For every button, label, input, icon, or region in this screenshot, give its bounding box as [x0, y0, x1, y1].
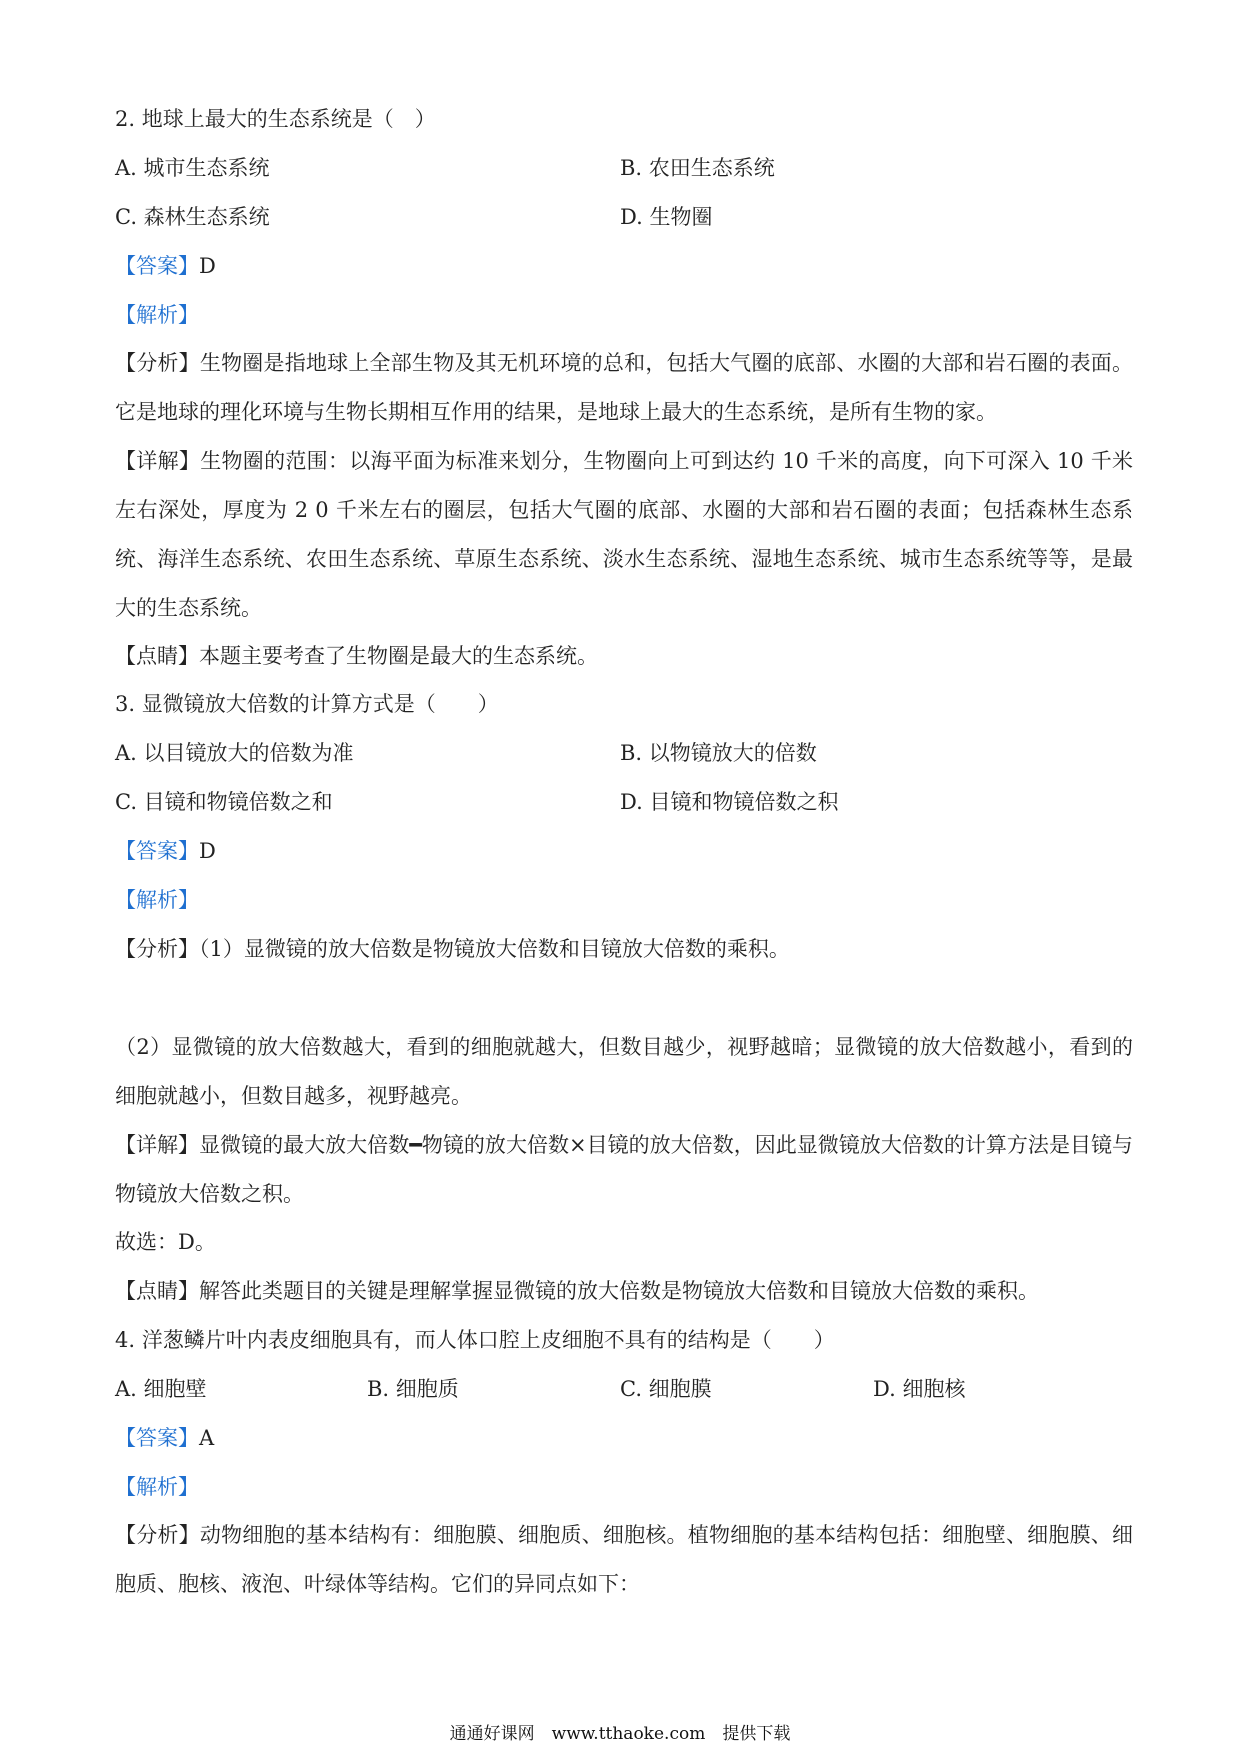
detail-tag: 【详解】 — [115, 1133, 200, 1157]
q4-jiexi-tag: 【解析】 — [115, 1475, 199, 1499]
answer-value: A — [199, 1426, 215, 1450]
q2-option-d: D. 生物圈 — [620, 205, 713, 229]
detail-text: 显微镜的最大放大倍数━物镜的放大倍数×目镜的放大倍数，因此显微镜放大倍数的计算方法是目镜与物镜放大倍数之积。 — [115, 1133, 1133, 1206]
q3-analysis — [115, 934, 1135, 964]
analysis-text: 动物细胞的基本结构有：细胞膜、细胞质、细胞核。植物细胞的基本结构包括：细胞壁、细胞膜、细胞质、胞核、液泡、叶绿体等结构。它们的异同点如下： — [115, 1523, 1134, 1596]
remark-text: 本题主要考查了生物圈是最大的生态系统。 — [199, 644, 598, 668]
answer-value: D — [199, 839, 216, 863]
q4-analysis — [115, 1511, 1133, 1609]
q4-option-b: B. 细胞质 — [367, 1377, 459, 1401]
analysis-tag: 【分析】 — [115, 351, 200, 375]
q4-stem: 4. 洋葱鳞片叶内表皮细胞具有，而人体口腔上皮细胞不具有的结构是（ ） — [115, 1328, 835, 1352]
answer-value: D — [199, 254, 216, 278]
q3-option-d: D. 目镜和物镜倍数之积 — [620, 790, 839, 814]
analysis-tag: 【分析】 — [115, 1523, 200, 1547]
q3-analysis-2: （2）显微镜的放大倍数越大，看到的细胞就越大，但数目越少，视野越暗；显微镜的放大倍数越小，看到的细胞就越小，但数目越多，视野越亮。 — [115, 1035, 1133, 1108]
remark-tag: 【点睛】 — [115, 644, 199, 668]
q2-jiexi-tag: 【解析】 — [115, 303, 199, 327]
q2-remark — [115, 641, 1135, 671]
q4-option-d: D. 细胞核 — [873, 1377, 966, 1401]
q3-conclusion: 故选：D。 — [115, 1230, 216, 1254]
answer-tag: 【答案】 — [115, 254, 199, 278]
detail-text: 生物圈的范围：以海平面为标准来划分，生物圈向上可到达约 10 千米的高度，向下可深入 10 千米左右深处，厚度为 2 0 千米左右的圈层，包括大气圈的底部、水圈的大部和岩石圈的表面；包括森林生态系统、海洋生态系统、农田生态系统、草原生态系统、淡水生态系统、湿地生态系统、城市生态系统等等，是最大的生态系统。 — [115, 449, 1133, 620]
answer-tag: 【答案】 — [115, 839, 199, 863]
answer-tag: 【答案】 — [115, 1426, 199, 1450]
q3-answer — [115, 836, 1135, 866]
q4-option-c: C. 细胞膜 — [620, 1377, 712, 1401]
q4-option-a: A. 细胞壁 — [115, 1377, 207, 1401]
q4-answer — [115, 1423, 1135, 1453]
q2-option-a: A. 城市生态系统 — [115, 156, 270, 180]
q3-jiexi-tag: 【解析】 — [115, 888, 199, 912]
q3-detail — [115, 1121, 1133, 1219]
detail-tag: 【详解】 — [115, 449, 201, 473]
q2-option-b: B. 农田生态系统 — [620, 156, 775, 180]
q3-stem: 3. 显微镜放大倍数的计算方式是（ ） — [115, 692, 499, 716]
remark-text: 解答此类题目的关键是理解掌握显微镜的放大倍数是物镜放大倍数和目镜放大倍数的乘积。 — [199, 1279, 1039, 1303]
q3-option-c: C. 目镜和物镜倍数之和 — [115, 790, 333, 814]
q2-analysis — [115, 339, 1133, 437]
q3-remark — [115, 1276, 1135, 1306]
q2-detail — [115, 437, 1133, 633]
page-footer: 通通好课网 www.tthaoke.com 提供下载 — [449, 1724, 791, 1744]
analysis-text: 生物圈是指地球上全部生物及其无机环境的总和，包括大气圈的底部、水圈的大部和岩石圈的表面。它是地球的理化环境与生物长期相互作用的结果，是地球上最大的生态系统，是所有生物的家。 — [115, 351, 1134, 424]
q2-option-c: C. 森林生态系统 — [115, 205, 270, 229]
analysis-text: （1）显微镜的放大倍数是物镜放大倍数和目镜放大倍数的乘积。 — [199, 937, 790, 961]
q2-answer — [115, 251, 1135, 281]
q3-option-b: B. 以物镜放大的倍数 — [620, 741, 817, 765]
q2-stem: 2. 地球上最大的生态系统是（ ） — [115, 107, 436, 131]
remark-tag: 【点睛】 — [115, 1279, 199, 1303]
q3-option-a: A. 以目镜放大的倍数为准 — [115, 741, 354, 765]
analysis-tag: 【分析】 — [115, 937, 199, 961]
